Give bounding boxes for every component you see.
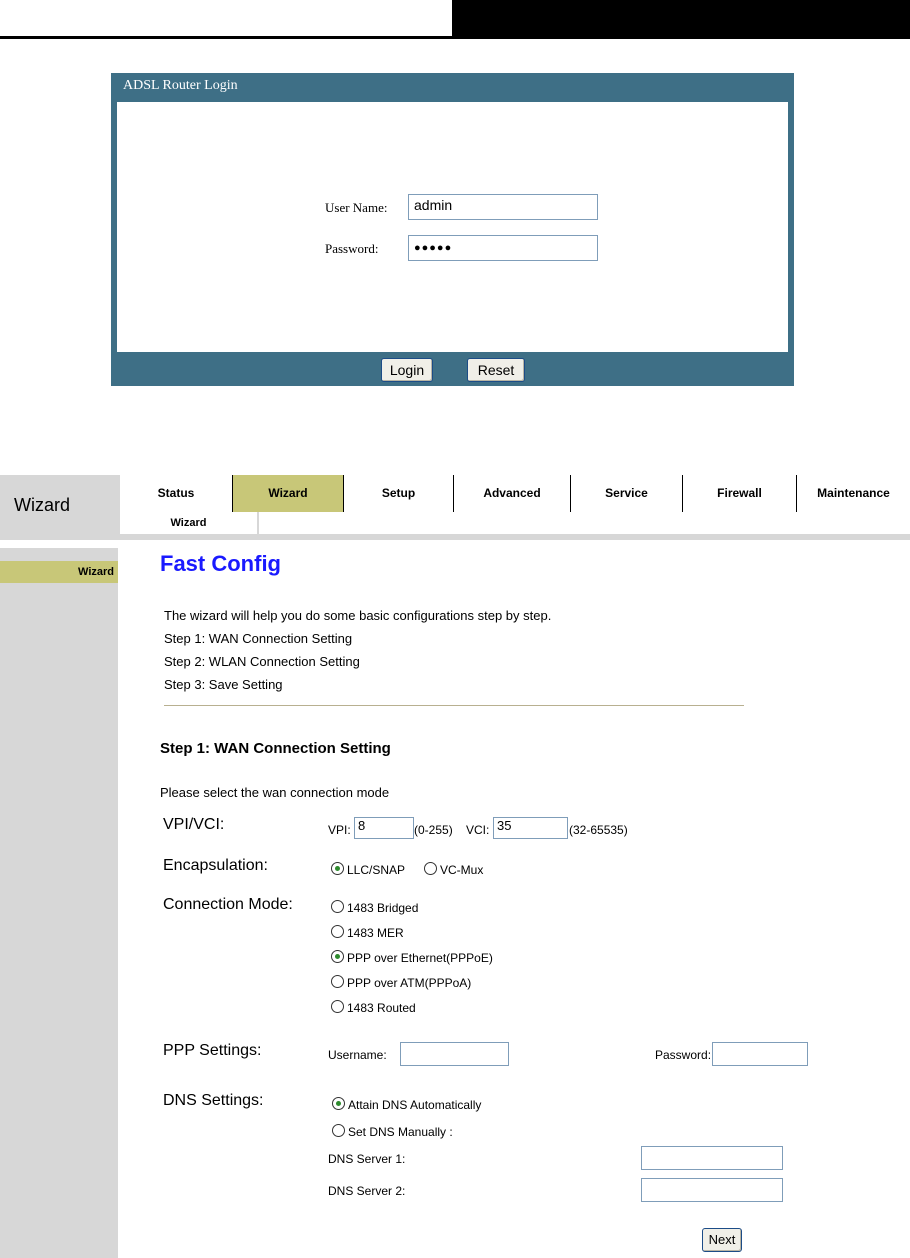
ppp-password-label: Password: — [655, 1048, 712, 1062]
next-button[interactable]: Next — [702, 1228, 742, 1252]
tab-bar — [120, 475, 910, 512]
intro-line: The wizard will help you do some basic configurations step by step. — [164, 608, 552, 623]
password-label: Password: — [325, 241, 379, 256]
mode-bridged-label: 1483 Bridged — [347, 901, 419, 915]
username-label: User Name: — [325, 200, 388, 215]
sidebar-item-wizard[interactable]: Wizard — [0, 561, 118, 583]
intro-line: Step 2: WLAN Connection Setting — [164, 654, 360, 669]
ppp-username-label: Username: — [328, 1048, 387, 1062]
subtab-bar — [120, 512, 910, 534]
username-input[interactable]: admin — [408, 194, 598, 220]
ppp-password-input[interactable] — [712, 1042, 808, 1066]
password-input[interactable]: ●●●●● — [408, 235, 598, 261]
login-title: ADSL Router Login — [123, 78, 238, 93]
mode-mer-label: 1483 MER — [347, 926, 404, 940]
login-button[interactable]: Login — [381, 358, 433, 382]
vpi-label: VPI: — [328, 823, 351, 837]
vci-label: VCI: — [466, 823, 490, 837]
dns-manual-label: Set DNS Manually : — [348, 1125, 453, 1139]
vci-range: (32-65535) — [569, 823, 628, 837]
mode-pppoe-radio[interactable] — [331, 950, 344, 968]
mode-routed-radio[interactable] — [331, 1000, 344, 1018]
header-rule — [0, 36, 452, 39]
page-title: Fast Config — [160, 551, 281, 576]
mode-mer-radio[interactable] — [331, 925, 344, 943]
ppp-username-input[interactable] — [400, 1042, 509, 1066]
tab-firewall[interactable]: Firewall — [683, 475, 797, 512]
dns-settings-label: DNS Settings: — [163, 1092, 264, 1109]
encap-vcmux-label: VC-Mux — [440, 863, 484, 877]
dns-auto-radio[interactable] — [332, 1097, 345, 1115]
dns-auto-label: Attain DNS Automatically — [348, 1098, 482, 1112]
step-title: Step 1: WAN Connection Setting — [160, 740, 391, 757]
prompt-text: Please select the wan connection mode — [160, 785, 390, 800]
intro-line: Step 3: Save Setting — [164, 677, 283, 692]
dns-server1-input[interactable] — [641, 1146, 783, 1170]
encapsulation-label: Encapsulation: — [163, 857, 268, 874]
encap-llc-radio[interactable] — [331, 862, 344, 880]
vci-input[interactable]: 35 — [493, 817, 568, 839]
section-title: Wizard — [14, 495, 71, 515]
reset-button[interactable]: Reset — [467, 358, 525, 382]
dns-server2-input[interactable] — [641, 1178, 783, 1202]
connection-mode-label: Connection Mode: — [163, 896, 293, 913]
dns-manual-radio[interactable] — [332, 1124, 345, 1142]
vpi-input[interactable]: 8 — [354, 817, 414, 839]
login-dialog — [111, 73, 794, 386]
dns-server2-label: DNS Server 2: — [328, 1184, 406, 1198]
tab-wizard[interactable]: Wizard — [233, 475, 344, 512]
encap-llc-label: LLC/SNAP — [347, 863, 406, 877]
tab-maintenance[interactable]: Maintenance — [797, 475, 910, 512]
mode-pppoa-radio[interactable] — [331, 975, 344, 993]
tab-advanced[interactable]: Advanced — [454, 475, 571, 512]
dns-server1-label: DNS Server 1: — [328, 1152, 406, 1166]
mode-pppoa-label: PPP over ATM(PPPoA) — [347, 976, 472, 990]
vpivci-label: VPI/VCI: — [163, 816, 225, 833]
header-block — [452, 0, 910, 39]
ppp-settings-label: PPP Settings: — [163, 1042, 262, 1059]
vpi-range: (0-255) — [414, 823, 453, 837]
tab-service[interactable]: Service — [571, 475, 683, 512]
mode-routed-label: 1483 Routed — [347, 1001, 416, 1015]
intro-line: Step 1: WAN Connection Setting — [164, 631, 353, 646]
top-nav — [0, 475, 910, 540]
tab-setup[interactable]: Setup — [344, 475, 454, 512]
tab-status[interactable]: Status — [120, 475, 233, 512]
mode-bridged-radio[interactable] — [331, 900, 344, 918]
mode-pppoe-label: PPP over Ethernet(PPPoE) — [347, 951, 493, 965]
login-body — [117, 102, 788, 352]
encap-vcmux-radio[interactable] — [424, 862, 437, 880]
sidebar — [0, 548, 118, 1258]
divider — [164, 705, 744, 706]
subtab-wizard[interactable]: Wizard — [120, 512, 259, 534]
